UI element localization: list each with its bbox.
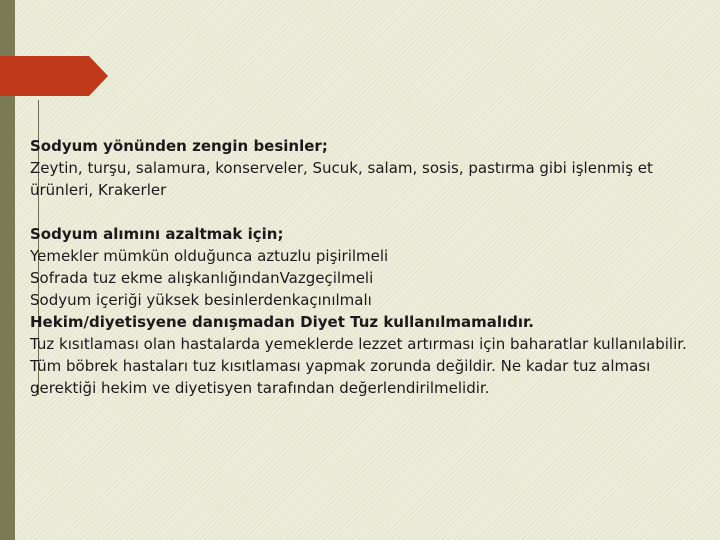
accent-arrow-shape [0, 56, 108, 96]
note-line: Tüm böbrek hastaları tuz kısıtlaması yapmak zorunda değildir. Ne kadar tuz alması [30, 357, 651, 375]
list-item: Sodyum içeriği yüksek besinlerdenkaçınılmalı [30, 291, 372, 309]
sodium-rich-line-1: Zeytin, turşu, salamura, konserveler, Sucuk, salam, sosis, pastırma gibi işlenmiş et [30, 159, 653, 177]
sodium-rich-heading: Sodyum yönünden zengin besinler; [30, 137, 328, 155]
note-line: Tuz kısıtlaması olan hastalarda yemeklerde lezzet artırması için baharatlar kullanılabilir. [30, 335, 687, 353]
list-item: Yemekler mümkün olduğunca aztuzlu pişirilmeli [30, 247, 389, 265]
sodium-rich-line-2: ürünleri, Krakerler [30, 181, 167, 199]
slide-content [30, 135, 718, 399]
reduce-sodium-heading: Sodyum alımını azaltmak için; [30, 225, 284, 243]
list-item: Sofrada tuz ekme alışkanlığındanVazgeçilmeli [30, 269, 374, 287]
note-line: gerektiği hekim ve diyetisyen tarafından değerlendirilmelidir. [30, 379, 490, 397]
spacer [30, 201, 718, 223]
diet-salt-warning: Hekim/diyetisyene danışmadan Diyet Tuz kullanılmamalıdır. [30, 313, 534, 331]
